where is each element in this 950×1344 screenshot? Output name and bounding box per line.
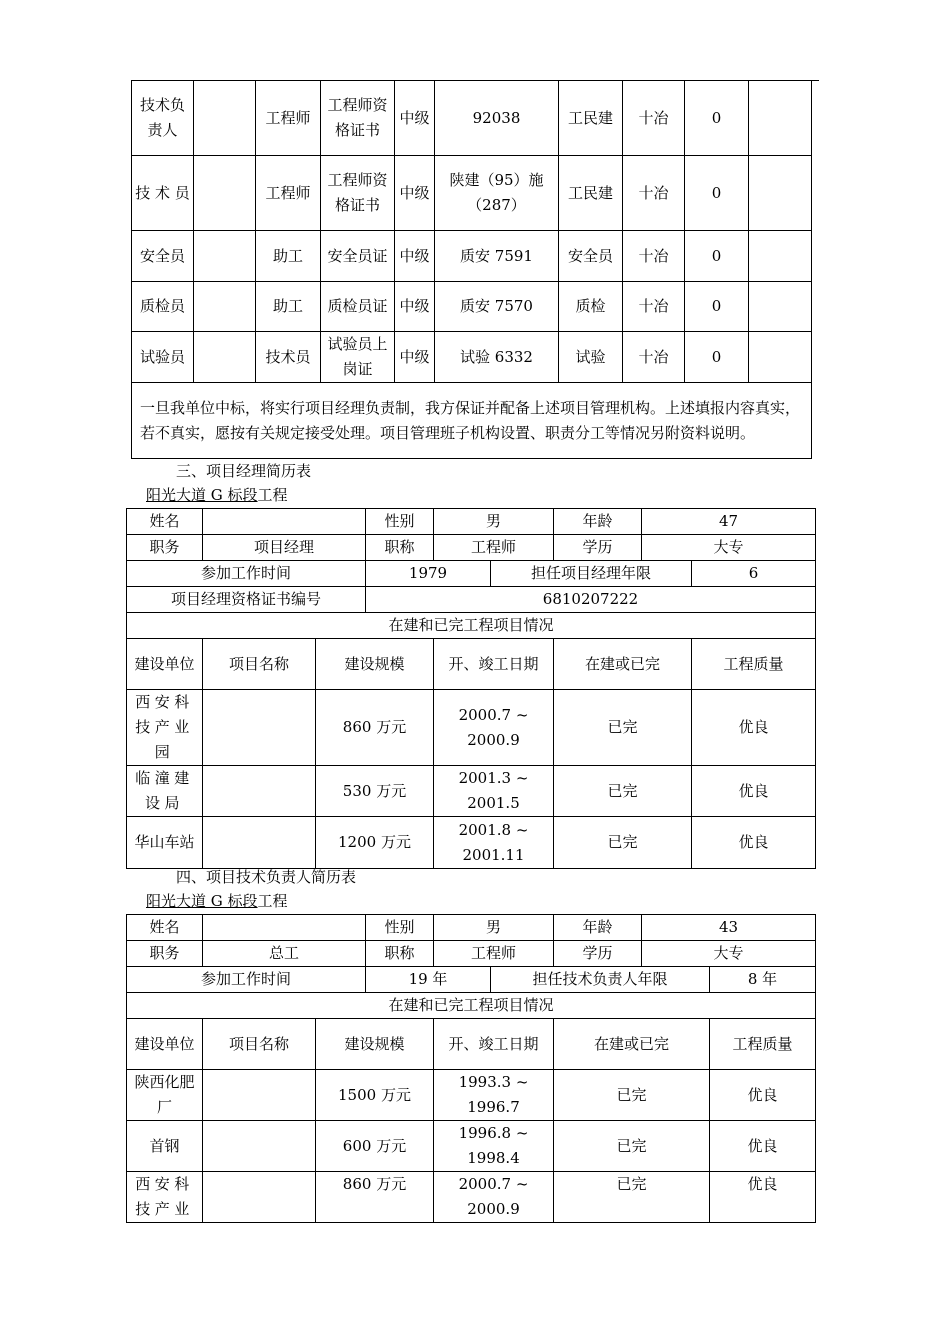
project-end: 2000.9 bbox=[467, 1200, 520, 1218]
value-title: 工程师 bbox=[434, 941, 554, 967]
projects-header: 在建和已完工程项目情况 bbox=[127, 613, 816, 639]
project-name bbox=[203, 1121, 316, 1172]
table-row bbox=[132, 81, 812, 156]
pm-resume-table bbox=[126, 508, 816, 869]
staff-role: 试验员 bbox=[132, 332, 194, 383]
projects-header: 在建和已完工程项目情况 bbox=[127, 993, 816, 1019]
value-gender: 男 bbox=[434, 509, 554, 535]
label-position: 职务 bbox=[127, 535, 203, 561]
project-builder: 西安科技产业 bbox=[127, 1172, 203, 1223]
project-scale: 860 万元 bbox=[316, 690, 434, 766]
staff-cert-no: 质安 7570 bbox=[435, 282, 559, 332]
label-title: 职称 bbox=[366, 941, 434, 967]
project-status: 已完 bbox=[554, 1121, 710, 1172]
project-name-underlined: 阳光大道 G 标段 bbox=[146, 486, 258, 504]
project-dates bbox=[434, 1172, 554, 1223]
project-status: 已完 bbox=[554, 1070, 710, 1121]
staff-unit: 十冶 bbox=[623, 156, 685, 231]
staff-cert-no: 质安 7591 bbox=[435, 231, 559, 282]
label-age: 年龄 bbox=[554, 915, 642, 941]
value-education: 大专 bbox=[642, 941, 816, 967]
project-end: 2001.11 bbox=[462, 845, 525, 864]
staff-cert-no: 92038 bbox=[435, 81, 559, 156]
label-cert-no: 项目经理资格证书编号 bbox=[127, 587, 366, 613]
col-project-name: 项目名称 bbox=[203, 1019, 316, 1070]
table-row bbox=[127, 993, 816, 1019]
staff-num: 0 bbox=[685, 156, 749, 231]
project-scale: 1200 万元 bbox=[316, 817, 434, 869]
project-end: 2001.5 bbox=[467, 794, 520, 812]
table-row bbox=[127, 690, 816, 766]
label-tech-years: 担任技术负责人年限 bbox=[491, 967, 710, 993]
project-dates bbox=[434, 817, 554, 869]
value-work-start: 1979 bbox=[366, 561, 491, 587]
table-row bbox=[132, 332, 812, 383]
col-builder: 建设单位 bbox=[127, 1019, 203, 1070]
table-row bbox=[127, 817, 816, 869]
staff-role: 安全员 bbox=[132, 231, 194, 282]
project-scale: 600 万元 bbox=[316, 1121, 434, 1172]
table-row bbox=[132, 156, 812, 231]
value-pm-years: 6 bbox=[692, 561, 816, 587]
staff-major: 试验 bbox=[559, 332, 623, 383]
staff-major: 安全员 bbox=[559, 231, 623, 282]
project-name bbox=[203, 766, 316, 817]
staff-name bbox=[194, 156, 256, 231]
commitment-note: 一旦我单位中标，将实行项目经理负责制，我方保证并配备上述项目管理机构。上述填报内容真实，若不真实，愿按有关规定接受处理。项目管理班子机构设置、职责分工等情况另附资料说明。 bbox=[132, 383, 812, 459]
staff-name bbox=[194, 81, 256, 156]
project-scale: 860 万元 bbox=[316, 1172, 434, 1223]
project-end: 1998.4 bbox=[467, 1149, 520, 1167]
project-quality: 优良 bbox=[692, 817, 816, 869]
staff-unit: 十冶 bbox=[623, 231, 685, 282]
label-name: 姓名 bbox=[127, 509, 203, 535]
staff-num: 0 bbox=[685, 231, 749, 282]
staff-level: 中级 bbox=[395, 282, 435, 332]
table-row bbox=[132, 282, 812, 332]
staff-extra bbox=[749, 156, 812, 231]
value-position: 项目经理 bbox=[203, 535, 366, 561]
label-education: 学历 bbox=[554, 535, 642, 561]
staff-cert: 安全员证 bbox=[321, 231, 395, 282]
staff-level: 中级 bbox=[395, 332, 435, 383]
staff-cert: 工程师资格证书 bbox=[321, 81, 395, 156]
project-quality: 优良 bbox=[692, 766, 816, 817]
project-builder: 西安科技产业园 bbox=[127, 690, 203, 766]
staff-title: 工程师 bbox=[256, 156, 321, 231]
table-row bbox=[127, 535, 816, 561]
project-dates bbox=[434, 690, 554, 766]
project-quality: 优良 bbox=[710, 1121, 816, 1172]
project-quality: 优良 bbox=[692, 690, 816, 766]
table-row bbox=[127, 587, 816, 613]
table-row bbox=[127, 1070, 816, 1121]
staff-role: 技术负责人 bbox=[132, 81, 194, 156]
label-gender: 性别 bbox=[366, 915, 434, 941]
table-row bbox=[127, 561, 816, 587]
project-dates bbox=[434, 766, 554, 817]
staff-role: 技 术 员 bbox=[132, 156, 194, 231]
project-status: 已完 bbox=[554, 817, 692, 869]
staff-cert: 工程师资格证书 bbox=[321, 156, 395, 231]
section4-heading: 四、项目技术负责人简历表 bbox=[176, 868, 357, 886]
project-name-underlined: 阳光大道 G 标段 bbox=[146, 892, 258, 910]
value-age: 43 bbox=[642, 915, 816, 941]
col-quality: 工程质量 bbox=[692, 639, 816, 690]
table-row bbox=[127, 967, 816, 993]
staff-title: 助工 bbox=[256, 282, 321, 332]
staff-role: 质检员 bbox=[132, 282, 194, 332]
staff-extra bbox=[749, 231, 812, 282]
project-builder: 首钢 bbox=[127, 1121, 203, 1172]
table-row bbox=[127, 639, 816, 690]
value-name bbox=[203, 915, 366, 941]
label-name: 姓名 bbox=[127, 915, 203, 941]
project-start: 2000.7 ~ bbox=[458, 1175, 529, 1193]
project-builder: 华山车站 bbox=[127, 817, 203, 869]
project-status: 已完 bbox=[554, 690, 692, 766]
project-builder: 临潼建设局 bbox=[127, 766, 203, 817]
project-quality: 优良 bbox=[710, 1070, 816, 1121]
table-row bbox=[127, 1121, 816, 1172]
staff-title: 助工 bbox=[256, 231, 321, 282]
staff-title: 工程师 bbox=[256, 81, 321, 156]
staff-cert-no: 陕建（95）施（287） bbox=[435, 156, 559, 231]
staff-unit: 十冶 bbox=[623, 81, 685, 156]
project-quality: 优良 bbox=[710, 1172, 816, 1223]
value-gender: 男 bbox=[434, 915, 554, 941]
label-education: 学历 bbox=[554, 941, 642, 967]
label-position: 职务 bbox=[127, 941, 203, 967]
table-row bbox=[132, 383, 812, 459]
staff-cert: 质检员证 bbox=[321, 282, 395, 332]
section4-project-line bbox=[146, 890, 288, 912]
staff-unit: 十冶 bbox=[623, 282, 685, 332]
label-gender: 性别 bbox=[366, 509, 434, 535]
staff-name bbox=[194, 231, 256, 282]
project-dates bbox=[434, 1121, 554, 1172]
table-row bbox=[127, 941, 816, 967]
value-name bbox=[203, 509, 366, 535]
project-end: 2000.9 bbox=[467, 730, 520, 749]
staff-extra bbox=[749, 282, 812, 332]
project-scale: 530 万元 bbox=[316, 766, 434, 817]
project-start: 2001.3 ~ bbox=[458, 769, 529, 787]
table-edge-mark bbox=[811, 80, 819, 81]
value-title: 工程师 bbox=[434, 535, 554, 561]
table-row bbox=[127, 766, 816, 817]
staff-unit: 十冶 bbox=[623, 332, 685, 383]
project-name bbox=[203, 817, 316, 869]
table-row bbox=[127, 613, 816, 639]
value-age: 47 bbox=[642, 509, 816, 535]
col-project-name: 项目名称 bbox=[203, 639, 316, 690]
staff-name bbox=[194, 282, 256, 332]
project-dates bbox=[434, 1070, 554, 1121]
project-start: 1996.8 ~ bbox=[458, 1124, 529, 1142]
col-scale: 建设规模 bbox=[316, 1019, 434, 1070]
project-scale: 1500 万元 bbox=[316, 1070, 434, 1121]
table-row bbox=[127, 1172, 816, 1223]
table-row bbox=[132, 231, 812, 282]
value-position: 总工 bbox=[203, 941, 366, 967]
staff-extra bbox=[749, 81, 812, 156]
project-start: 1993.3 ~ bbox=[458, 1073, 529, 1091]
project-name-suffix: 工程 bbox=[257, 486, 288, 504]
value-tech-years: 8 年 bbox=[710, 967, 816, 993]
label-age: 年龄 bbox=[554, 509, 642, 535]
staff-major: 工民建 bbox=[559, 156, 623, 231]
table-row bbox=[127, 1019, 816, 1070]
project-name bbox=[203, 690, 316, 766]
tech-lead-resume-table bbox=[126, 914, 816, 1223]
col-scale: 建设规模 bbox=[316, 639, 434, 690]
col-builder: 建设单位 bbox=[127, 639, 203, 690]
value-education: 大专 bbox=[642, 535, 816, 561]
value-work-start: 19 年 bbox=[366, 967, 491, 993]
staff-extra bbox=[749, 332, 812, 383]
staff-major: 质检 bbox=[559, 282, 623, 332]
project-end: 1996.7 bbox=[467, 1098, 520, 1116]
col-status: 在建或已完 bbox=[554, 1019, 710, 1070]
value-cert-no: 6810207222 bbox=[366, 587, 816, 613]
staff-num: 0 bbox=[685, 332, 749, 383]
col-status: 在建或已完 bbox=[554, 639, 692, 690]
col-dates: 开、竣工日期 bbox=[434, 639, 554, 690]
col-quality: 工程质量 bbox=[710, 1019, 816, 1070]
label-title: 职称 bbox=[366, 535, 434, 561]
project-start: 2000.7 ~ bbox=[458, 705, 529, 724]
project-name bbox=[203, 1172, 316, 1223]
section3-project-line bbox=[146, 484, 288, 506]
label-work-start: 参加工作时间 bbox=[127, 967, 366, 993]
staff-cert-no: 试验 6332 bbox=[435, 332, 559, 383]
staff-num: 0 bbox=[685, 282, 749, 332]
staff-name bbox=[194, 332, 256, 383]
label-work-start: 参加工作时间 bbox=[127, 561, 366, 587]
project-status: 已完 bbox=[554, 766, 692, 817]
staff-num: 0 bbox=[685, 81, 749, 156]
staff-title: 技术员 bbox=[256, 332, 321, 383]
label-pm-years: 担任项目经理年限 bbox=[491, 561, 692, 587]
project-builder: 陕西化肥厂 bbox=[127, 1070, 203, 1121]
section3-heading: 三、项目经理简历表 bbox=[176, 462, 312, 480]
table-row bbox=[127, 915, 816, 941]
project-name-suffix: 工程 bbox=[257, 892, 288, 910]
staff-level: 中级 bbox=[395, 231, 435, 282]
staff-table bbox=[131, 80, 812, 459]
table-row bbox=[127, 509, 816, 535]
project-status: 已完 bbox=[554, 1172, 710, 1223]
staff-major: 工民建 bbox=[559, 81, 623, 156]
staff-cert: 试验员上岗证 bbox=[321, 332, 395, 383]
col-dates: 开、竣工日期 bbox=[434, 1019, 554, 1070]
staff-level: 中级 bbox=[395, 156, 435, 231]
project-start: 2001.8 ~ bbox=[458, 820, 529, 839]
project-name bbox=[203, 1070, 316, 1121]
staff-level: 中级 bbox=[395, 81, 435, 156]
